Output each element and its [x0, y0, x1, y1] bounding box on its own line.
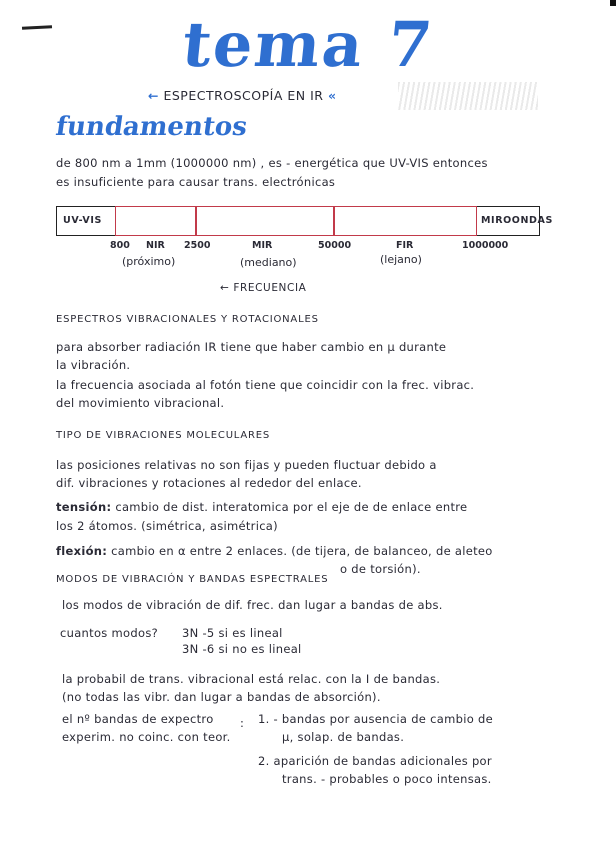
mir-segment	[195, 206, 335, 236]
discrepancia-colon: :	[240, 716, 245, 730]
faded-stamp	[398, 82, 538, 110]
double-arrow-left-icon: «	[327, 88, 337, 103]
nir-segment	[115, 206, 197, 236]
section-heading-espectros: ESPECTROS VIBRACIONALES Y ROTACIONALES	[56, 314, 319, 325]
cuantos-label: cuantos modos?	[60, 626, 159, 640]
espectros-p2-line-1: la frecuencia asociada al fotón tiene que coincidir con la frec. vibrac.	[56, 378, 475, 392]
region-label: (mediano)	[240, 256, 297, 269]
fir-segment	[333, 206, 477, 236]
intro-line-2: es insuficiente para causar trans. electrónicas	[56, 175, 336, 189]
tension-line-1	[56, 500, 467, 514]
tension-definition: cambio de dist. interatomica por el eje de de enlace entre	[115, 500, 468, 514]
causa2-line-1: 2. aparición de bandas adicionales por	[258, 754, 492, 768]
subtitle	[148, 88, 337, 103]
section-heading-fundamentos: fundamentos	[53, 112, 250, 142]
intro-line-1: de 800 nm a 1mm (1000000 nm) , es - energética que UV-VIS entonces	[56, 156, 488, 170]
tipos-p1-line-1: las posiciones relativas no son fijas y pueden fluctuar debido a	[56, 458, 437, 472]
tick-label: FIR	[396, 240, 414, 251]
tipos-p1-line-2: dif. vibraciones y rotaciones al rededor del enlace.	[56, 476, 362, 490]
tick-label: 800	[110, 240, 130, 251]
modos-p2-line-1: la probabil de trans. vibracional está relac. con la I de bandas.	[62, 672, 441, 686]
causa1-line-2: μ, solap. de bandas.	[282, 730, 405, 744]
espectros-p2-line-2: del movimiento vibracional.	[56, 396, 225, 410]
tick-label: NIR	[146, 240, 165, 251]
page-title: tema 7	[178, 8, 438, 81]
tick-label: MIR	[252, 240, 273, 251]
tension-term: tensión:	[56, 500, 112, 514]
region-label: (lejano)	[380, 253, 422, 266]
subtitle-text: ESPECTROSCOPÍA EN IR	[163, 88, 324, 103]
flexion-term: flexión:	[56, 544, 108, 558]
cuantos-lineal: 3N -5 si es lineal	[182, 626, 283, 640]
modos-p2-line-2: (no todas las vibr. dan lugar a bandas de absorción).	[62, 690, 381, 704]
frequency-arrow-label: ← FRECUENCIA	[220, 282, 307, 294]
arrow-left-icon: ←	[148, 88, 159, 103]
spectrum-left-label: UV-VIS	[63, 215, 102, 226]
causa1-line-1: 1. - bandas por ausencia de cambio de	[258, 712, 493, 726]
modos-p1: los modos de vibración de dif. frec. dan lugar a bandas de abs.	[62, 598, 443, 612]
flexion-definition: cambio en α entre 2 enlaces. (de tijera, de balanceo, de aleteo	[111, 544, 493, 558]
tick-label: 1000000	[462, 240, 509, 251]
espectros-p1-line-1: para absorber radiación IR tiene que haber cambio en μ durante	[56, 340, 447, 354]
cuantos-no-lineal: 3N -6 si no es lineal	[182, 642, 302, 656]
section-heading-tipos: TIPO DE VIBRACIONES MOLECULARES	[56, 430, 271, 441]
tick-label: 50000	[318, 240, 352, 251]
discrepancia-line-1: el nº bandas de expectro	[62, 712, 214, 726]
espectros-p1-line-2: la vibración.	[56, 358, 131, 372]
section-heading-modos: MODOS DE VIBRACIÓN Y BANDAS ESPECTRALES	[56, 574, 329, 585]
flexion-line-2: o de torsión).	[340, 562, 421, 576]
flexion-line-1	[56, 544, 493, 558]
scan-corner-mark	[610, 0, 616, 6]
region-label: (próximo)	[122, 255, 176, 268]
tension-line-2: los 2 átomos. (simétrica, asimétrica)	[56, 519, 278, 533]
causa2-line-2: trans. - probables o poco intensas.	[282, 772, 492, 786]
spectrum-right-label: MIROONDAS	[481, 215, 553, 226]
tick-label: 2500	[184, 240, 211, 251]
spectrum-bar	[56, 206, 553, 236]
discrepancia-line-2: experim. no coinc. con teor.	[62, 730, 231, 744]
